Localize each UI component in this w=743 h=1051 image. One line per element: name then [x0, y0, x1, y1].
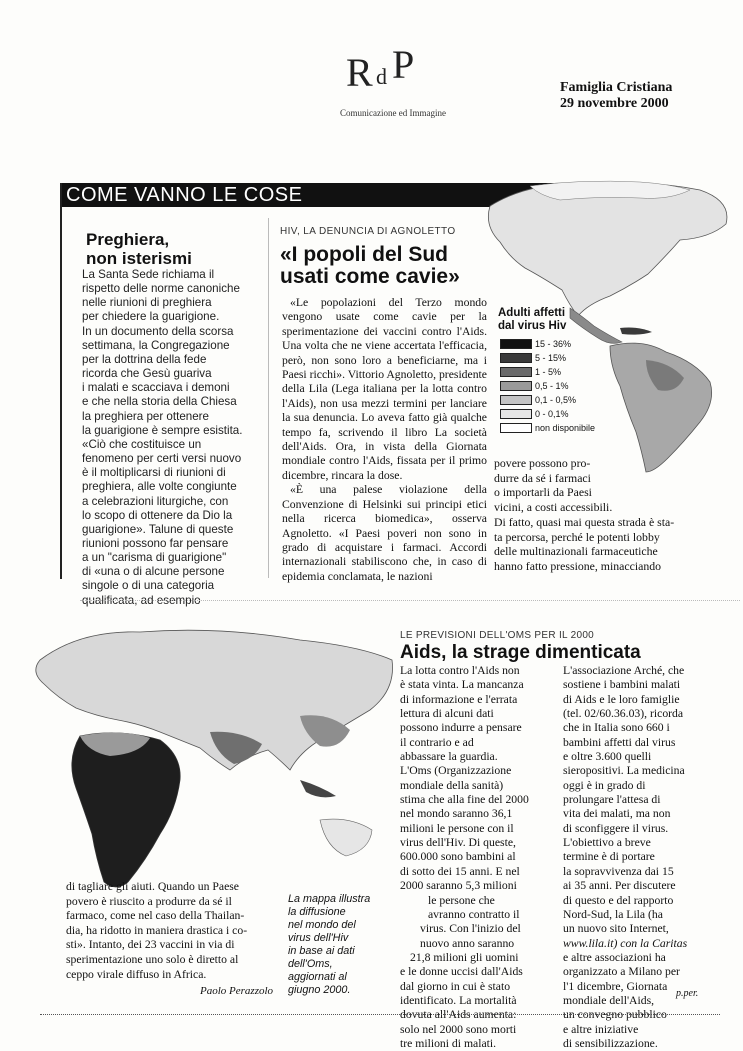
- middle-article-ending: di tagliare gli aiuti. Quando un Paese povero è riuscito a produrre da sé il farmaco, come nel caso della Thailan- dia, ha ridotto in maniera drastica i co- sti». Intanto, dei 23 vaccini in via di sperimentazione uno solo è diretto al ceppo virale diffuso in Africa.: [66, 880, 248, 981]
- lower-article-kicker: LE PREVISIONI DELL'OMS PER IL 2000: [400, 630, 595, 641]
- legend-item: 15 - 36%: [500, 337, 628, 351]
- legend-swatch: [500, 395, 532, 405]
- legend-item: 0,5 - 1%: [500, 379, 628, 393]
- legend-item: non disponibile: [500, 421, 628, 435]
- africa-shape: [72, 733, 180, 887]
- legend-swatch: [500, 367, 532, 377]
- left-rule: [60, 183, 62, 579]
- lower-article-signature: p.per.: [676, 988, 699, 999]
- legend-swatch: [500, 423, 532, 433]
- legend-item: 0,1 - 0,5%: [500, 393, 628, 407]
- lower-article-title: Aids, la strage dimenticata: [400, 642, 641, 663]
- legend-item: 5 - 15%: [500, 351, 628, 365]
- left-article-body: La Santa Sede richiama il rispetto delle norme canoniche nelle riunioni di preghiera per chiedere la guarigione. In un documento della scorsa settimana, la Congregazione per la dottrina della fede ricorda che Gesù guariva i malati e scacciava i demoni e che nella storia della Chiesa la preghiera per ottenere la guarigione è sempre esistita. «Ciò che costituisce un fenomeno per certi versi nuovo è il moltiplicarsi di riunioni di preghiera, alle volte congiunte a celebrazioni liturgiche, con lo scopo di ottenere da Dio la guarigione». Talune di queste riunioni possono far pensare a un "carisma di guarigione" di «una o di alcune persone singole o di una categoria qualificata, ad esempio: [82, 268, 243, 607]
- rdp-logo: [340, 48, 440, 94]
- lower-article-column-b: L'associazione Arché, che sostiene i bambini malati di Aids e le loro famiglie (tel. 02/60.36.03), ricorda che in Italia sono 660 i bambini affetti dal virus e oltre 3.600 quelli sieropositivi. La medicina oggi è in grado di prolungare l'attesa di vita dei malati, ma non di sconfiggere il virus. L'obiettivo a breve termine è di portare la sopravvivenza dai 15 ai 35 anni. Per discutere di questo e del rapporto Nord-Sud, la Lila (ha un nuovo sito Internet, www.lila.it) con la Caritas e altre associazioni ha organizzato a Milano per l'1 dicembre, Giornata mondiale dell'Aids, un convegno pubblico e altre iniziative di sensibilizzazione.: [563, 664, 688, 1050]
- legend-swatch: [500, 353, 532, 363]
- legend-swatch: [500, 381, 532, 391]
- lower-article-column-a: La lotta contro l'Aids non è stata vinta. La mancanza di informazione e l'errata lettura di alcuni dati possono indurre a pensare il contrario e ad abbassare la guardia. L'Oms (Organizzazione mondiale della sanità) stima che alla fine del 2000 nel mondo saranno 36,1 milioni le persone con il virus dell'Hiv. Di queste, 600.000 sono bambini al di sotto dei 15 anni. E nel 2000 saranno 5,3 milioni le persone che avranno contratto il virus. Con l'inizio del nuovo anno saranno 21,8 milioni gli uomini e le donne uccisi dall'Aids dal giorno in cui è stato identificato. La mortalità dovuta all'Aids aumenta: solo nel 2000 sono morti tre milioni di malati.: [400, 664, 529, 1050]
- section-title: COME VANNO LE COSE: [66, 184, 303, 206]
- svg-text:d: d: [376, 64, 387, 89]
- middle-article-continuation: povere possono pro- durre da sé i farmaci o importarli da Paesi vicini, a costi accessibili. Di fatto, quasi mai questa strada è sta- ta percorsa, perché le potenti lobby delle multinazionali farmaceutiche hanno fatto pressione, minacciando: [494, 456, 675, 573]
- left-article-title: Preghiera, non isterismi: [86, 230, 192, 268]
- masthead: [560, 80, 672, 112]
- column-divider: [268, 218, 269, 578]
- legend-item: 0 - 0,1%: [500, 407, 628, 421]
- svg-text:R: R: [346, 50, 373, 94]
- publication-date: 29 novembre 2000: [560, 96, 669, 111]
- legend-title: Adulti affetti dal virus Hiv: [498, 307, 567, 332]
- middle-article-body: «Le popolazioni del Terzo mondo vengono usate come cavie per la sperimentazione dei vaccini contro l'Aids. Una volta che ne viene accertata l'efficacia, però, non sono loro a beneficiarne, ma i Paesi ricchi». Vittorio Agnoletto, presidente della Lila (Lega italiana per la lotta contro l'Aids), non usa mezzi termini per lanciare la sua denuncia. Lo aveva fatto già qualche tempo fa, scrivendo il libro La società dell'Aids. Ora, in vista della Giornata mondiale contro l'Aids, fissata per il primo dicembre, rincara la dose. «È una palese violazione della Convenzione di Helsinki sui principi etici nella ricerca biomedica», osserva Agnoletto. «I Paesi poveri non sono in grado di acquistare i farmaci. Accordi internazionali stabiliscono che, in caso di epidemia conclamata, le nazioni: [282, 296, 487, 583]
- section-separator: [80, 600, 740, 601]
- logo-caption: Comunicazione ed Immagine: [340, 108, 446, 118]
- bottom-rule: [40, 1014, 720, 1015]
- publication-name: Famiglia Cristiana: [560, 80, 673, 95]
- middle-article-title: «I popoli del Sud usati come cavie»: [280, 243, 460, 288]
- legend-swatch: [500, 409, 532, 419]
- eurasia-africa-map: [0, 620, 400, 920]
- middle-article-kicker: HIV, LA DENUNCIA DI AGNOLETTO: [280, 226, 456, 237]
- svg-text:P: P: [392, 48, 415, 87]
- byline: Paolo Perazzolo: [200, 985, 274, 997]
- legend-swatch: [500, 339, 532, 349]
- map-caption: La mappa illustra la diffusione nel mondo del virus dell'Hiv in base ai dati dell'Oms, aggiornati al giugno 2000.: [288, 893, 371, 996]
- legend-item: 1 - 5%: [500, 365, 628, 379]
- north-america-shape: [488, 183, 727, 316]
- map-legend: [498, 307, 628, 435]
